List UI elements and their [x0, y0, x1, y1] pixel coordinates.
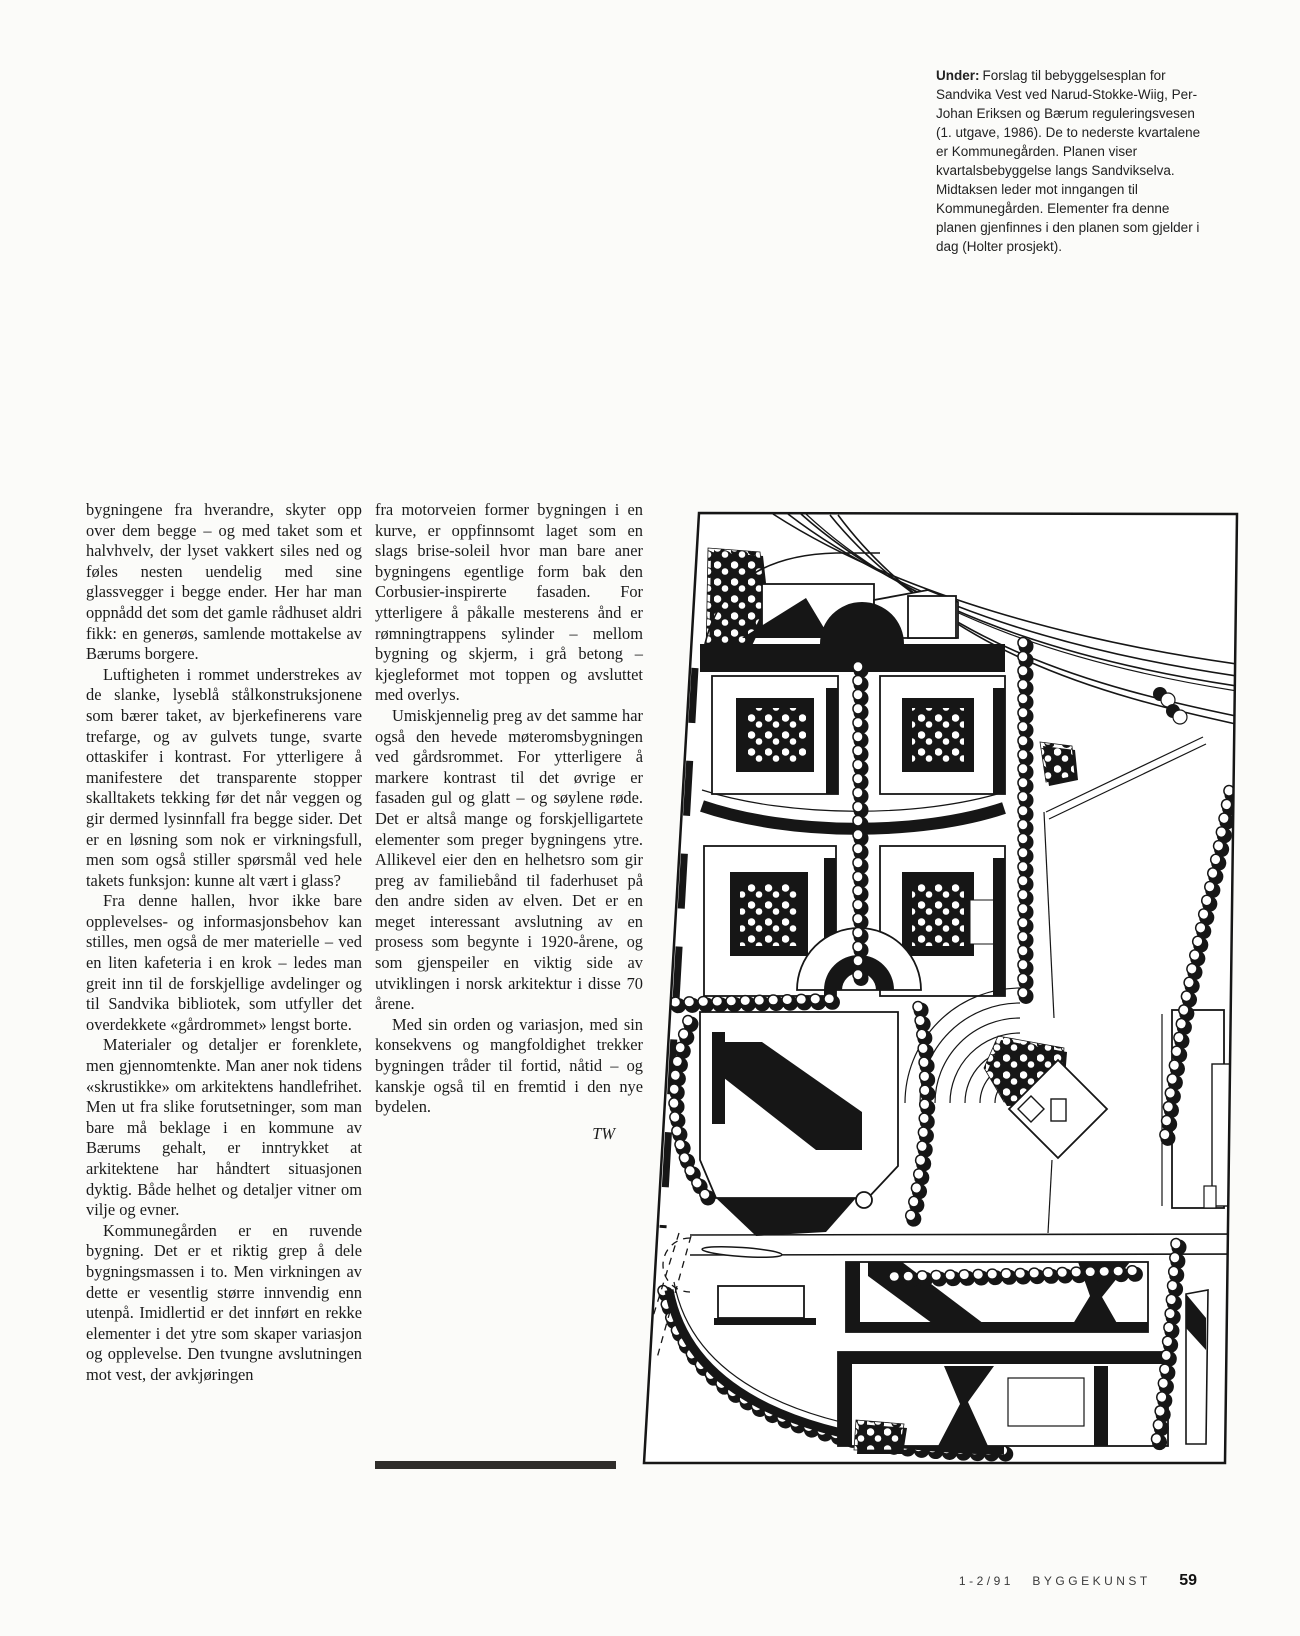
plan-frame-fill	[644, 513, 1237, 1463]
south-road	[690, 1234, 1237, 1255]
courtyard-block-se	[880, 846, 1005, 996]
caption-text: Forslag til bebyggelsesplan for Sandvika Vest ved Narud-Stokke-Wiig, Per-Johan Eriksen og Bærum reguleringsvesen (1. utgave, 1986). De to nederste kvartalene er Kommunegården. Planen viser kvartalsbebyggelse langs Sandvikselva. Midtaksen leder mot inngangen til Kommunegården. Elementer fra denne planen gjenfinnes i den planen som gjelder i dag (Holter prosjekt).	[936, 68, 1201, 254]
paragraph: Umiskjennelig preg av det samme har også den hevede møteromsbygningen ved gårdsrommet. For ytterligere å markere kontrast til det øvrige er fasaden gul og glatt – og søylene røde. Det er altså mange og forskjelligartete elementer som preger bygningens ytre. Allikevel eier den en helhetsro som gir preg av familiebånd til faderhuset på den andre siden av elven. Det er en meget interessant avslutning av en prosess som begynte i 1920-årene, og som gjenspeiler en viktig side av utviklingen i norsk arkitektur i disse 70 årene.	[375, 705, 643, 1014]
article-column-2	[375, 500, 643, 1144]
tree-rows	[661, 643, 1232, 1454]
image-caption	[936, 66, 1210, 256]
paragraph: fra motorveien former bygningen i en kurve, er oppfinnsomt laget som en slags brise-soleil hvor man bare aner bygningens egentlige form bak den Corbusier-inspirerte fasaden. For ytterligere å påkalle mesterens ånd er rømningtrappens sylinder – mellom bygning og skjerm, i grå betong – kjegleformet mot toppen og avsluttet med overlys.	[375, 500, 643, 705]
page-number: 59	[1179, 1572, 1197, 1589]
article-end-rule	[375, 1461, 616, 1469]
tree-cluster-topleft	[706, 548, 769, 660]
southwest-building	[700, 1012, 898, 1236]
courtyard-block-nw	[712, 676, 838, 794]
dashed-guides	[642, 1233, 691, 1358]
entrance-plaza	[797, 928, 921, 990]
shadow-band-dome	[700, 602, 1005, 672]
plan-frame	[644, 513, 1237, 1463]
fountain-circle	[856, 1192, 872, 1208]
east-buildings	[1162, 1010, 1230, 1444]
article-column-1	[86, 500, 362, 1386]
paragraph: Kommunegården er en ruvende bygning. Det er et riktig grep å dele bygningsmassen i to. Men virkningen av dette er vesentlig større innvendig enn utenpå. Imidlertid er det innført en rekke elementer i det ytre som skaper variasjon og opplevelse. Den tvungne avslutningen mot vest, der avkjøringen	[86, 1220, 362, 1384]
paragraph: bygningene fra hverandre, skyter opp over dem begge – og med taket som et halvhvelv, der lyset vakkert siles ned og føles nesten uendelig med sine glassvegger i begge ender. Her har man oppnådd det som det gamle rådhuset aldri fikk: en generøs, samlende mottakelse av Bærums borgere.	[86, 500, 362, 664]
paragraph: Materialer og detaljer er forenklete, men gjennomtenkte. Man aner nok tidens «skrustikke» om arkitektens handlefrihet. Men ut fra slike forutsetninger, som man bare må beklage i en kommune av Bærums gehalt, er inntrykket at arkitektene har håndtert situasjonen dyktig. Både helhet og detaljer vitner om vilje og evner.	[86, 1035, 362, 1220]
amphitheatre-arcs	[905, 988, 1020, 1103]
tree-pair	[1153, 687, 1187, 724]
kommunegarden-strip-south	[838, 1352, 1168, 1454]
caption-label: Under:	[936, 68, 980, 83]
tree-cluster-center	[984, 1036, 1067, 1106]
north-block	[700, 553, 1005, 672]
paragraph: Fra denne hallen, hvor ikke bare opplevelses- og informasjonsbehov kan stilles, men også de mer materielle – ved en liten kafeteria i en krok – ledes man greit inn til de forskjellige avdelinger og til Sandvika bibliotek, som utfyller det overdekkete «gårdrommet» lengst borte.	[86, 891, 362, 1034]
paragraph: Med sin orden og variasjon, med sin konsekvens og mangfoldighet trekker bygningen tråder til fortid, nåtid – og kanskje også til en fremtid i den nye bydelen.	[375, 1014, 643, 1117]
footer-magazine: BYGGEKUNST	[1032, 1574, 1151, 1588]
tree-cluster-east	[1040, 742, 1078, 786]
courtyard-block-sw	[704, 846, 836, 996]
curved-street	[702, 790, 1004, 829]
access-roads	[1044, 737, 1206, 1233]
courtyard-block-ne	[880, 676, 1005, 794]
motorway-lines	[773, 514, 1237, 724]
footer-issue: 1-2/91	[958, 1574, 1014, 1588]
kommunegarden-strip-north	[702, 1245, 1148, 1332]
diamond-building	[1009, 1060, 1107, 1158]
page-footer	[959, 1572, 1197, 1590]
author-initials: TW	[592, 1123, 615, 1143]
crescent-edge	[663, 1282, 1006, 1454]
west-edge-shadow	[663, 668, 695, 1228]
paragraph: Luftigheten i rommet understrekes av de slanke, lyseblå stålkonstruksjonene som bærer taket, av bjerkefinerens vare trefarge, og av gulvets tunge, svarte ottaskifer i kontrast. For ytterligere å manifestere det transparente stopper skalltakets tekking før det når veggen og gir dermed lysinnfall fra begge sider. Det er en løsning som nok er virkningsfull, men som også stiller spørsmål ved hele takets funksjon: kunne alt vært i glass?	[86, 664, 362, 890]
